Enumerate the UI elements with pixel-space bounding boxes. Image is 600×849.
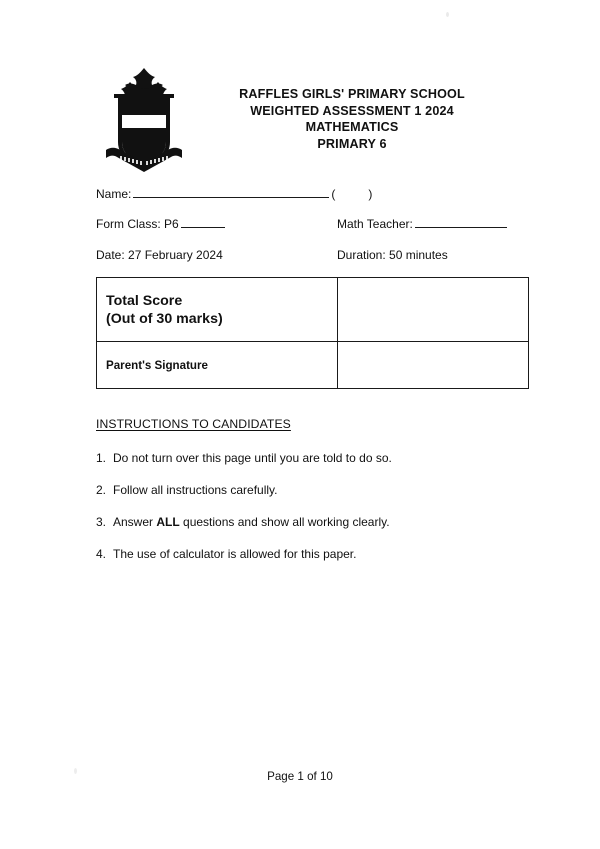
instruction-number: 3. [96, 515, 107, 529]
subject: MATHEMATICS [305, 120, 399, 134]
parent-signature-label-cell [97, 342, 338, 389]
list-item [96, 515, 390, 530]
list-item [96, 483, 278, 498]
instruction-number: 2. [96, 483, 107, 497]
instruction-number: 1. [96, 451, 107, 465]
math-teacher-label: Math Teacher: [337, 217, 413, 231]
instruction-text: Answer [113, 515, 157, 529]
form-class-field-row [96, 216, 227, 232]
score-table [96, 277, 529, 389]
exam-title: WEIGHTED ASSESSMENT 1 2024 [250, 103, 454, 118]
form-class-input-rule[interactable] [181, 216, 225, 228]
instruction-emphasis: ALL [156, 515, 180, 529]
list-item [96, 547, 356, 562]
table-row [97, 342, 529, 389]
level: PRIMARY 6 [317, 136, 387, 151]
total-score-label-cell [97, 278, 338, 342]
table-row [97, 278, 529, 342]
document-header [96, 64, 520, 176]
name-label: Name: [96, 187, 132, 201]
list-item [96, 451, 392, 466]
duration-label: Duration: 50 minutes [337, 248, 448, 262]
total-score-label-line1: Total Score [106, 292, 183, 309]
math-teacher-field-row [337, 216, 509, 232]
parent-signature-value-cell[interactable] [338, 342, 529, 389]
instructions-heading: INSTRUCTIONS TO CANDIDATES [96, 417, 291, 431]
index-open-paren: ( [331, 187, 336, 201]
page-footer: Page 1 of 10 [267, 770, 333, 783]
name-field-row [96, 186, 372, 202]
instruction-text-cont: questions and show all working clearly. [179, 515, 390, 529]
date-label: Date: 27 February 2024 [96, 248, 223, 262]
instruction-text: Do not turn over this page until you are told to do so. [113, 451, 392, 465]
instruction-text: The use of calculator is allowed for this paper. [113, 547, 357, 561]
instruction-text: Follow all instructions carefully. [113, 483, 278, 497]
name-input-rule[interactable] [133, 186, 329, 198]
parent-signature-label: Parent's Signature [106, 358, 208, 372]
total-score-value-cell[interactable] [338, 278, 529, 342]
form-class-label: Form Class: P6 [96, 217, 179, 231]
index-close-paren: ) [368, 187, 373, 201]
scan-artifact-top-right [446, 12, 449, 17]
title-block [184, 86, 520, 152]
total-score-label-line2: (Out of 30 marks) [106, 310, 223, 327]
school-crest-icon [100, 64, 188, 176]
instruction-number: 4. [96, 547, 107, 561]
math-teacher-input-rule[interactable] [415, 216, 507, 228]
school-name: RAFFLES GIRLS' PRIMARY SCHOOL [239, 87, 465, 101]
